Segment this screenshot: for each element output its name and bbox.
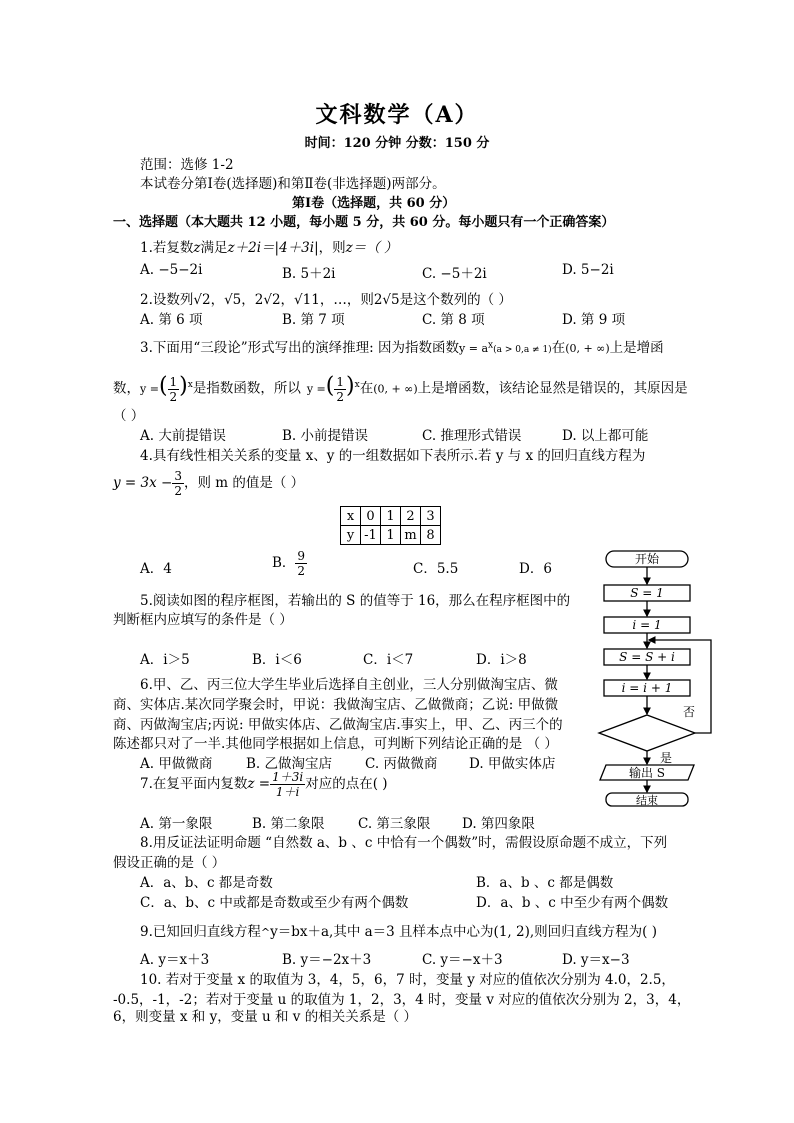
table-cell: y [341,526,361,545]
q7-stem: 7.在复平面内复数z = $\frac{1+3i}{1+i}$ 对应的点在( ) [140,770,388,799]
table-cell: 0 [361,507,381,526]
table-cell: -1 [361,526,381,545]
q1-var-z: z [193,240,201,256]
q2-option-a: A. 第 6 项 [140,312,203,328]
q8-option-d: D．a、b 、c 中至少有两个偶数 [476,895,669,911]
q9-option-c: C. y＝−x＋3 [422,952,503,968]
q1-stem-a: 1.若复数 [140,240,194,256]
table-cell: 8 [421,526,441,545]
table-cell: 1 [381,507,401,526]
q2-option-b: B. 第 7 项 [282,312,345,328]
q3-line2: 数，y =( $\frac{1}{2}$ )$^x$是指数函数，所以 y =( $\frac{1}{2}$ )$^x$在(0, + ∞)上是增函数，该结论显然是错误的，其原因是 [113,373,688,404]
q10-line2: -0.5，-1，-2；若对于变量 u 的取值为 1，2，3，4 时，变量 v 对应的值依次分别为 2，3，4， [113,992,691,1008]
q3-option-b: B. 小前提错误 [282,428,369,444]
q4-line1: 4.具有线性相关关系的变量 x、y 的一组数据如下表所示.若 y 与 x 的回归直线方程为 [140,448,646,464]
q6-line1: 6.甲、乙、丙三位大学生毕业后选择自主创业，三人分别做淘宝店、微 [140,677,558,693]
q7-option-d: D. 第四象限 [462,816,535,832]
time-score-info: 时间：120 分钟 分数：150 分 [304,136,490,151]
q4-option-a: A．4 [140,561,172,577]
q1-equation: z＋2i＝|4＋3i| [227,240,319,256]
q4-option-d: D．6 [519,561,552,577]
q4-line2 [113,466,304,500]
q8-line2: 假设正确的是（ ） [113,855,226,871]
intro-line: 本试卷分第Ⅰ卷(选择题)和第Ⅱ卷(非选择题)两部分。 [140,176,446,192]
hat-y-icon: ^ [260,926,271,939]
q2-option-d: D. 第 9 项 [562,312,626,328]
flowchart-i1-label: i = 1 [632,618,662,632]
section1-heading: 一、选择题（本大题共 12 小题，每小题 5 分，共 60 分。每小题只有一个正确答案） [113,215,615,230]
q1-option-a: A. −5−2i [140,262,203,278]
table-cell: 2 [401,507,421,526]
q7-option-c: C. 第三象限 [358,816,431,832]
q1-stem [140,236,398,256]
q3-line2-d: 上是增函数，该结论显然是错误的，其原因是 [417,380,688,397]
table-row [341,526,441,545]
q2-option-c: C. 第 8 项 [422,312,485,328]
flowchart-end-label: 结束 [636,794,658,807]
q9-stem: 9.已知回归直线方程^y＝bx＋a,其中 a＝3 且样本点中心为(1, 2),则回归直线方程为( ) [140,924,657,940]
flowchart-ss-label: S = S + i [619,650,675,664]
q3-line2-b: 是指数函数，所以 [192,380,301,397]
q7-option-b: B. 第二象限 [252,816,325,832]
flowchart-no-label: 否 [682,705,696,719]
q10-line1: 10. 若对于变量 x 的取值为 3，4，5，6，7 时，变量 y 对应的值依次分别为 4.0，2.5， [140,972,675,988]
q1-option-c: C. −5＋2i [422,266,487,282]
scope-line: 范围：选修 1-2 [140,157,234,173]
q1-option-b: B. 5＋2i [282,266,336,282]
q6-line2: 商、实体店.某次同学聚会时，甲说：我做淘宝店、乙做微商；乙说: 甲做微 [113,697,559,713]
part1-title: 第Ⅰ卷（选择题，共 60 分） [292,196,456,211]
q3-half-frac-1: $\frac{1}{2}$ [169,374,178,404]
q8-line1: 8.用反证法证明命题 “自然数 a、b 、c 中恰有一个偶数”时，需假设原命题不成立，下列 [140,835,668,851]
flowchart-yes-label: 是 [659,751,673,765]
q1-stem-c: 满足 [200,240,228,256]
q3-line1-c: 上是增函 [609,340,664,356]
decision-diamond [599,715,695,751]
q3-line1-b: 在 [551,340,566,356]
q6-option-c: C. 丙做微商 [365,756,438,772]
q5-option-c: C．i＜7 [363,652,414,668]
flowchart-output-label: 输出 S [628,766,666,780]
q6-option-d: D. 甲做实体店 [469,756,556,772]
q1-option-d: D. 5−2i [562,262,614,278]
q9-option-d: D. y＝x−3 [562,952,630,968]
table-cell: x [341,507,361,526]
q9-option-b: B. y＝−2x＋3 [282,952,372,968]
q4-line2-text: ，则 m 的值是（ ） [183,475,305,491]
q4-option-b: B． $\frac{9}{2}$ [272,549,306,578]
q6-option-a: A. 甲做微商 [140,756,213,772]
flowchart-start-label: 开始 [634,552,660,566]
q7-option-a: A. 第一象限 [140,816,213,832]
q5-option-d: D．i＞8 [476,652,527,668]
q1-stem-d: ，则 [318,240,346,256]
q3-option-a: A. 大前提错误 [140,428,226,444]
q7-fraction: $\frac{1+3i}{1+i}$ [272,770,304,799]
q3-option-d: D. 以上都可能 [562,428,649,444]
q3-option-c: C. 推理形式错误 [422,428,522,444]
table-cell: 1 [381,526,401,545]
q2-stem: 2.设数列√2，√5，2√2，√11，…，则2√5是这个数列的（ ） [140,292,512,308]
program-flowchart [596,548,726,808]
q6-option-b: B. 乙做淘宝店 [246,756,333,772]
q5-line2: 判断框内应填写的条件是（ ） [113,612,293,628]
q9-option-a: A. y＝x＋3 [140,952,210,968]
table-cell: m [401,526,421,545]
q1-equation-2: z＝（ ） [345,240,398,256]
table-cell: 3 [421,507,441,526]
q5-option-b: B．i＜6 [252,652,302,668]
flowchart-ii-label: i = i + 1 [621,681,673,695]
q3-line1 [140,336,664,356]
q10-line3: 6，则变量 x 和 y，变量 u 和 v 的相关关系是（ ） [113,1009,417,1025]
q4-option-c: C．5.5 [413,561,459,577]
q3-half-frac-2: $\frac{1}{2}$ [336,374,345,404]
q3-exp-func: $y = a^x(a > 0,a \ne 1)$ [459,340,552,355]
q3-line2-c: 在 [359,380,374,397]
q4-frac: $\frac{3}{2}$ [174,469,182,498]
flowchart-s1-label: S = 1 [630,586,664,600]
q3-line1-a: 3.下面用“三段论”形式写出的演绎推理: 因为指数函数 [140,340,460,356]
q6-line4: 陈述都只对了一半.其他同学根据如上信息，可判断下列结论正确的是 （ ） [113,736,558,752]
q8-option-a: A．a、b、c 都是奇数 [140,875,273,891]
q8-option-c: C．a、b、c 中或都是奇数或至少有两个偶数 [140,895,409,911]
q4-regression-eq: y = 3x − [113,475,173,491]
q3-interval-1: (0, + ∞) [565,342,610,355]
q3-line2-a: 数， [113,380,140,397]
q6-line3: 商、丙做淘宝店;丙说: 甲做实体店、乙做淘宝店.事实上，甲、乙、丙三个的 [113,717,563,733]
q4-option-b-frac: $\frac{9}{2}$ [297,549,306,578]
q8-option-b: B．a、b 、c 都是偶数 [476,875,614,891]
q5-line1: 5.阅读如图的程序框图，若输出的 S 的值等于 16，那么在程序框图中的 [140,593,571,609]
q3-interval-2: (0, + ∞) [373,382,418,396]
exam-title: 文科数学（A） [315,102,479,128]
q5-option-a: A．i＞5 [140,652,190,668]
q4-data-table [340,506,441,545]
q3-line3: （ ） [113,408,145,424]
table-row [341,507,441,526]
